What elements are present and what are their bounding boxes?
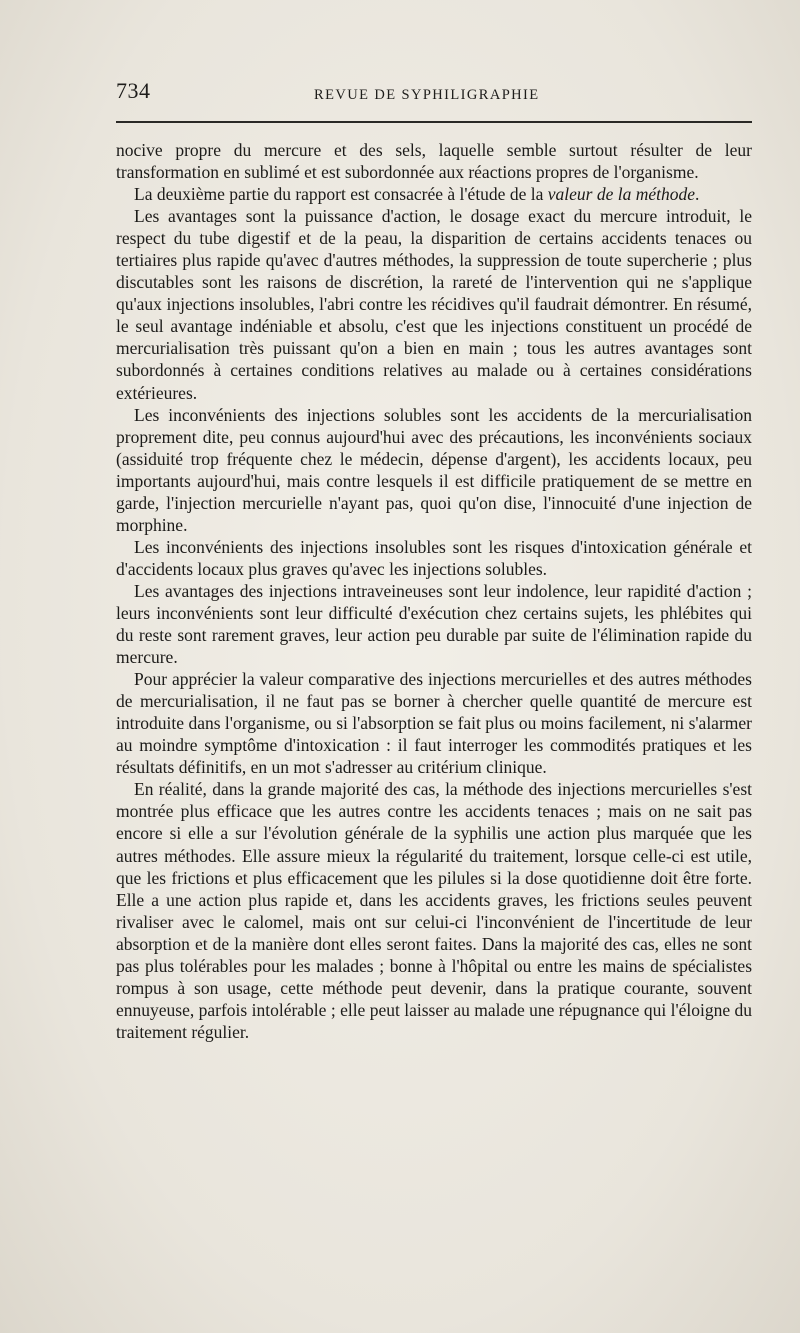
paragraph-insoluble-drawbacks: Les inconvénients des injections insolubles sont les risques d'intoxication générale et d'accidents locaux plus graves qu'avec les injections solubles. <box>116 536 752 579</box>
paragraph-soluble-drawbacks: Les inconvénients des injections solubles sont les accidents de la mercurialisation proprement dite, peu connus aujourd'hui avec des précautions, les inconvénients sociaux (assiduité trop fréquente chez le médecin, dépense d'argent), les accidents locaux, peu importants aujourd'hui, mais contre lesquels il est difficile pratiquement de se mettre en garde, l'injection mercurielle n'ayant pas, quoi qu'on dise, l'innocuité d'une injection de morphine. <box>116 404 752 535</box>
page-number: 734 <box>116 78 151 103</box>
paragraph-method-value <box>116 183 752 205</box>
paragraph-intravenous: Les avantages des injections intraveineuses sont leur indolence, leur rapidité d'action ; leurs inconvénients sont leur difficulté d'exécution chez certains sujets, les phlébites qui du reste sont rarement graves, leur action peu durable par suite de l'élimination rapide du mercure. <box>116 580 752 668</box>
paragraph-text: La deuxième partie du rapport est consacrée à l'étude de la <box>134 184 548 205</box>
paragraph-advantages: Les avantages sont la puissance d'action, le dosage exact du mercure introduit, le respect du tube digestif et de la peau, la disparition de certains accidents tenaces ou tertiaires plus rapide qu'avec d'autres méthodes, la suppression de toute supercherie ; plus discutables sont les raisons de discrétion, la rareté de l'intervention qui ne s'applique qu'aux injections insolubles, l'abri contre les récidives qu'il faudrait démontrer. En résumé, le seul avantage indéniable et absolu, c'est que les injections constituent un procédé de mercurialisation très puissant qu'on a bien en main ; tous les autres avantages sont subordonnés à certaines conditions relatives au malade ou à certaines considérations extérieures. <box>116 206 752 403</box>
paragraph-comparative-value: Pour apprécier la valeur comparative des injections mercurielles et des autres méthodes de mercurialisation, il ne faut pas se borner à chercher quelle quantité de mercure est introduite dans l'organisme, ou si l'absorption se fait plus ou moins facilement, ni s'alarmer au moindre symptôme d'intoxication : il faut interroger les commodités pratiques et les résultats définitifs, en un mot s'adresser au critérium clinique. <box>116 669 752 778</box>
paragraph-continuation: nocive propre du mercure et des sels, laquelle semble surtout résulter de leur transformation en sublimé et est subordonnée aux réactions propres de l'organisme. <box>116 140 752 183</box>
running-title: REVUE DE SYPHILIGRAPHIE <box>314 87 540 103</box>
page-header <box>116 78 752 108</box>
header-rule <box>116 121 752 123</box>
paragraph-conclusion: En réalité, dans la grande majorité des cas, la méthode des injections mercurielles s'est montrée plus efficace que les autres contre les accidents tenaces ; mais on ne sait pas encore si elle a sur l'évolution générale de la syphilis une action plus marquée que les autres méthodes. Elle assure mieux la régularité du traitement, lorsque celle-ci est utile, que les frictions et plus efficacement que les pilules si la dose quotidienne doit être forte. Elle a une action plus rapide et, dans les accidents graves, les frictions seules peuvent rivaliser avec le calomel, mais ont sur celui-ci l'inconvénient de l'incertitude de leur absorption et de la manière dont elles seront faites. Dans la majorité des cas, elles ne sont pas plus tolérables pour les malades ; bonne à l'hôpital ou entre les mains de spécialistes rompus à son usage, cette méthode peut devenir, dans la pratique courante, souvent ennuyeuse, parfois intolérable ; elle peut laisser au malade une répugnance qui l'éloigne du traitement régulier. <box>116 779 752 1042</box>
article-body <box>116 139 752 1043</box>
italic-phrase: valeur de la méthode <box>547 184 695 205</box>
paragraph-text: . <box>694 184 700 205</box>
